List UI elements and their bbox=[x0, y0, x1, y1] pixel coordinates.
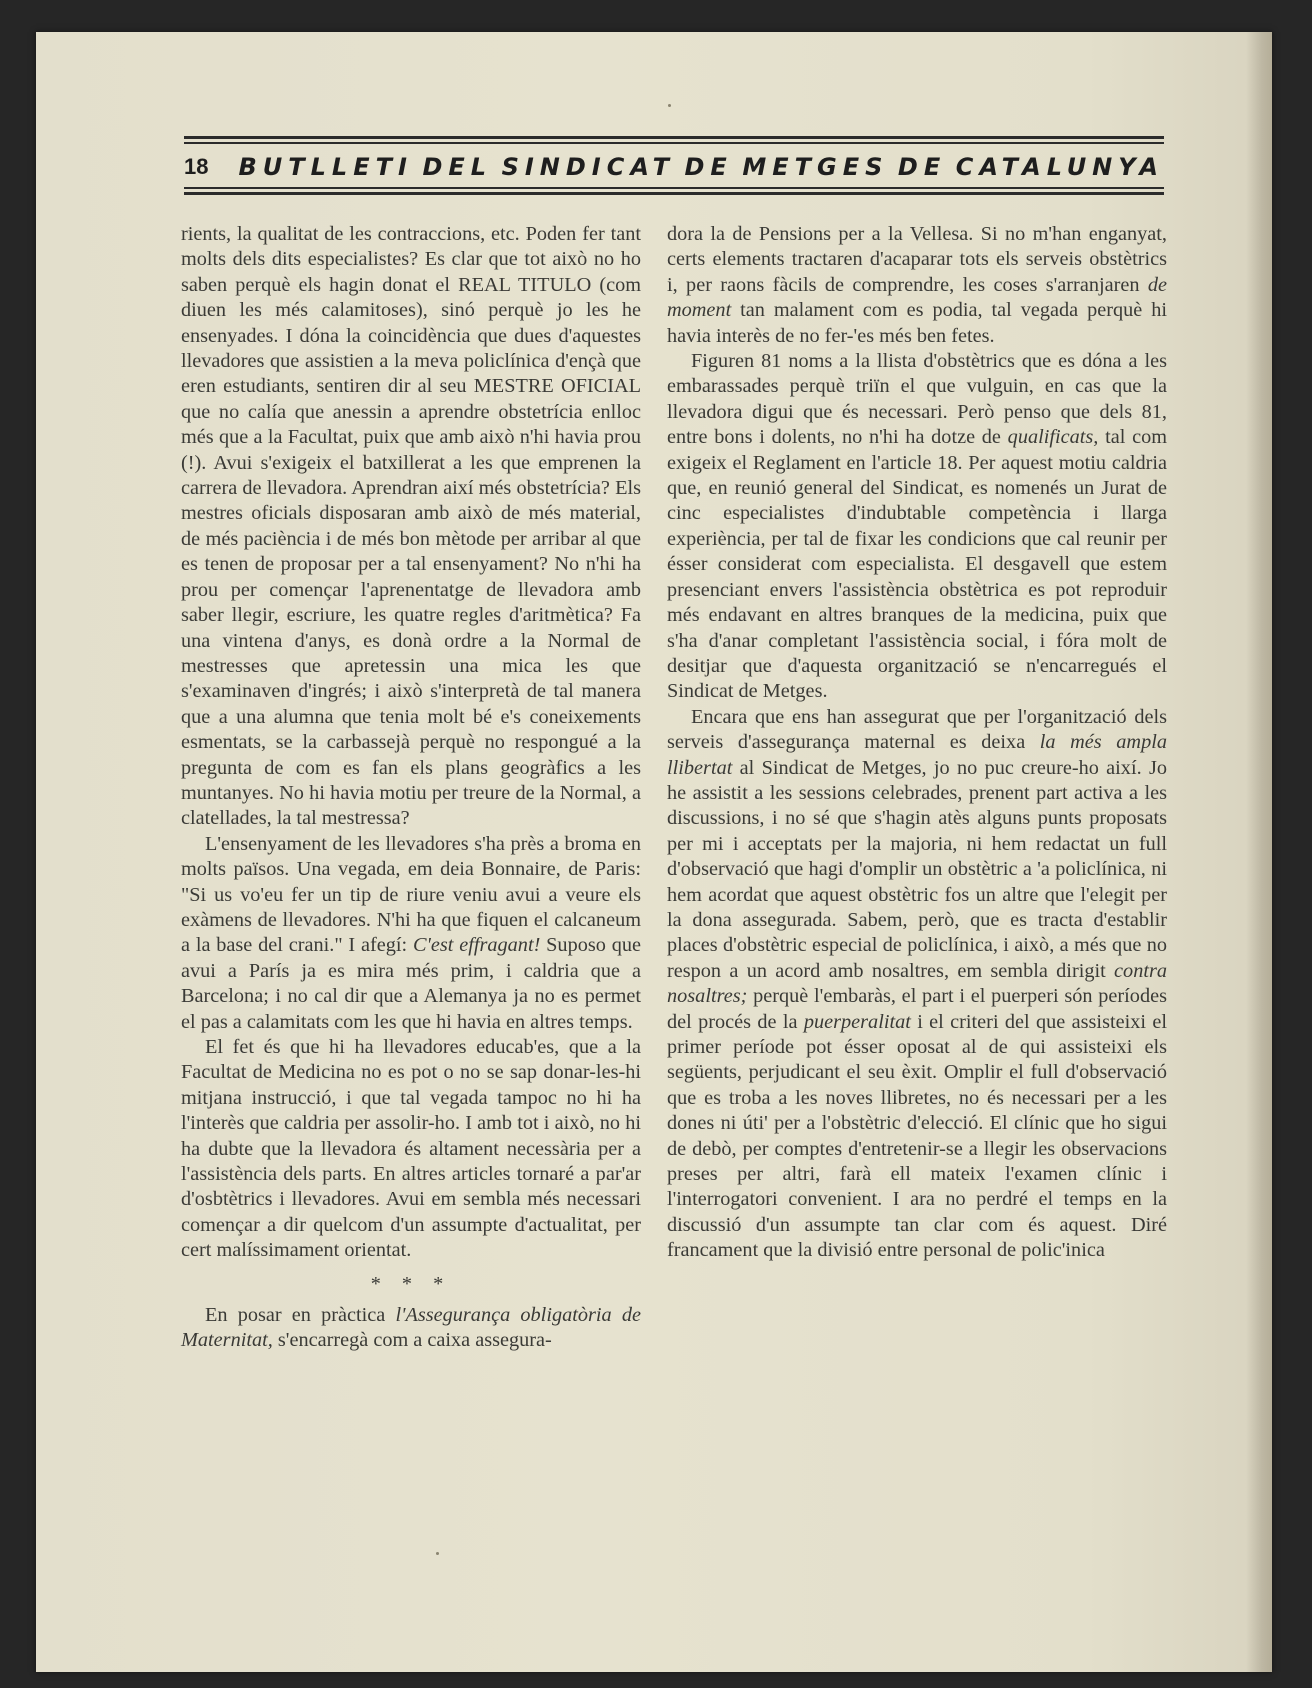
emphasis: qualificats, bbox=[1007, 426, 1099, 449]
emphasis: contra nosaltres; bbox=[667, 959, 1167, 1008]
section-separator: * * * bbox=[370, 1272, 452, 1295]
paragraph: El fet és que hi ha llevadores educab'es, que a la Facultat de Medicina no es pot o no se sap donar-les-hi mitjana instrucció, i que tal vegada tampoc no hi ha l'interès que caldria per assolir-ho. I amb tot i això, no hi ha dubte que la llevadora és altament necessària per a l'assistència dels parts. En altres articles tornaré a par'ar d'osbtètrics i llevadores. Avui em sembla més necessari començar a dir quelcom d'un assumpte d'actualitat, per cert malíssimament orientat. bbox=[181, 1036, 641, 1262]
emphasis: l'Assegurança obligatòria de Maternitat, bbox=[181, 1304, 641, 1352]
emphasis: la més ampla llibertat bbox=[667, 731, 1167, 779]
page-number: 18 bbox=[184, 154, 209, 179]
text-column-left bbox=[181, 222, 641, 1354]
paragraph: Encara que ens han assegurat que per l'organització dels serveis d'assegurança maternal es deixa la més ampla llibertat al Sindicat de Metges, jo no puc creure-ho així. Jo he assistit a les sessions celebrades, prenent part activa a les discussions, i no sé que s'hagin atès alguns punts proposats per mi i acceptats per la majoria, ni hem redactat un full d'observació que hagi d'omplir un obstètric a 'a policlínica, ni hem acordat que aquest obstètric fos un altre que l'elegit per la dona assegurada. Sabem, però, que es tracta d'establir places d'obstètric especial de policlínica, i això, a més que no respon a un acord amb nosaltres, em sembla dirigit contra nosaltres; perquè l'embaràs, el part i el puerperi són períodes del procés de la puerperalitat i el criteri del que assisteixi el primer període pot ésser oposat al de qui assisteixi els següents, perjudicant el seu èxit. Omplir el full d'observació que es troba a les noves llibretes, no és necessari per a les dones ni úti' per a l'obstètric d'elecció. El clínic que ho sigui de debò, per comptes d'entretenir-se a llegir les observacions preses per altri, farà ell mateix l'examen clínic i l'interrogatori convenient. I ara no perdré el temps en la discussió d'un assumpte tan clar com és aquest. Diré francament que la divisió entre personal de polic'inica bbox=[667, 705, 1167, 1262]
title-word: DE bbox=[897, 153, 947, 181]
emphasis: de moment bbox=[667, 273, 1167, 322]
journal-title bbox=[238, 153, 1164, 181]
header-rule-bottom-thin bbox=[184, 187, 1164, 189]
ink-speck bbox=[436, 1552, 439, 1555]
title-word: DE bbox=[684, 153, 733, 181]
running-header bbox=[184, 150, 1164, 184]
paragraph: En posar en pràctica l'Assegurança obligatòria de Maternitat, s'encarregà com a caixa assegura- bbox=[181, 1304, 641, 1352]
emphasis: puerperalitat bbox=[803, 1010, 911, 1033]
title-word: BUTLLETI bbox=[238, 153, 413, 181]
title-word: DEL bbox=[422, 153, 493, 181]
header-rule-top-thin bbox=[184, 142, 1164, 144]
paragraph: L'ensenyament de les llevadores s'ha près a broma en molts països. Una vegada, em deia Bonnaire, de Paris: "Si us vo'eu fer un tip de riure veniu avui a veure els exàmens de llevadores. N'hi ha que fiquen el calcaneum a la base del crani." I afegí: C'est effragant! Suposo que avui a París ja es mira més prim, i caldria que a Barcelona; i no cal dir que a Alemanya ja no es permet el pas a calamitats com les que hi havia en altres temps. bbox=[181, 832, 641, 1033]
emphasis: C'est effragant! bbox=[413, 934, 541, 957]
paragraph: dora la de Pensions per a la Vellesa. Si no m'han enganyat, certs elements tractaren d'acaparar tots els serveis obstètrics i, per raons fàcils de comprendre, les coses s'arranjaren de moment tan malament com es podia, tal vegada perquè hi havia interès de no fer-'es més ben fetes. bbox=[667, 223, 1167, 347]
paragraph: Figuren 81 noms a la llista d'obstètrics que es dóna a les embarassades perquè triïn el que vulguin, en cas que la llevadora digui que és necessari. Però penso que dels 81, entre bons i dolents, no n'hi ha dotze de qualificats, tal com exigeix el Reglament en l'article 18. Per aquest motiu caldria que, en reunió general del Sindicat, es nomenés un Jurat de cinc especialistes d'indubtable competència i llarga experiència, per tal de fixar les condicions que cal reunir per ésser considerat com especialista. El desgavell que estem presenciant envers l'assistència obstètrica es pot reproduir més endavant en altres branques de la medicina, puix que s'ha d'anar completant l'assistència social, i fóra molt de desitjar que d'aquesta organització se n'encarregués el Sindicat de Metges. bbox=[667, 350, 1168, 703]
header-rule-bottom bbox=[184, 192, 1164, 195]
ink-speck bbox=[668, 104, 671, 107]
title-word: SINDICAT bbox=[501, 153, 675, 181]
text-column-right bbox=[667, 222, 1167, 1264]
header-rule-top bbox=[184, 136, 1164, 139]
paragraph: rients, la qualitat de les contraccions, etc. Poden fer tant molts dels dits especialistes? Es clar que tot això no ho saben perquè els hagin donat el REAL TITULO (com diuen les més calamitoses), sinó perquè jo les he ensenyades. I dóna la coincidència que dues d'aquestes llevadores que assistien a la meva policlínica d'ençà que eren estudiants, sentiren dir al seu MESTRE OFICIAL que no calía que anessin a aprendre obstetrícia enlloc més que a la Facultat, puix que amb això n'hi havia prou (!). Avui s'exigeix el batxillerat a les que emprenen la carrera de llevadora. Aprendran així més obstetrícia? Els mestres oficials disposaran amb això de més material, de més paciència i de més bon mètode per arribar al que es tenen de proposar per a tal ensenyament? No n'hi ha prou per començar l'aprenentatge de llevadora amb saber llegir, escriure, les quatre regles d'aritmètica? Fa una vintena d'anys, es donà ordre a la Normal de mestresses que apretessin una mica les que s'examinaven d'ingrés; i això s'interpretà de tal manera que a una alumna que tenia molt bé e's coneixements esmentats, se la carbassejà perquè no respongué a la pregunta de com es fan els plans geogràfics a les muntanyes. No hi havia motiu per treure de la Normal, a clatellades, la tal mestressa? bbox=[181, 223, 641, 830]
title-word: CATALUNYA bbox=[955, 153, 1164, 181]
page-edge-shadow bbox=[1246, 32, 1272, 1672]
title-word: METGES bbox=[742, 153, 889, 181]
